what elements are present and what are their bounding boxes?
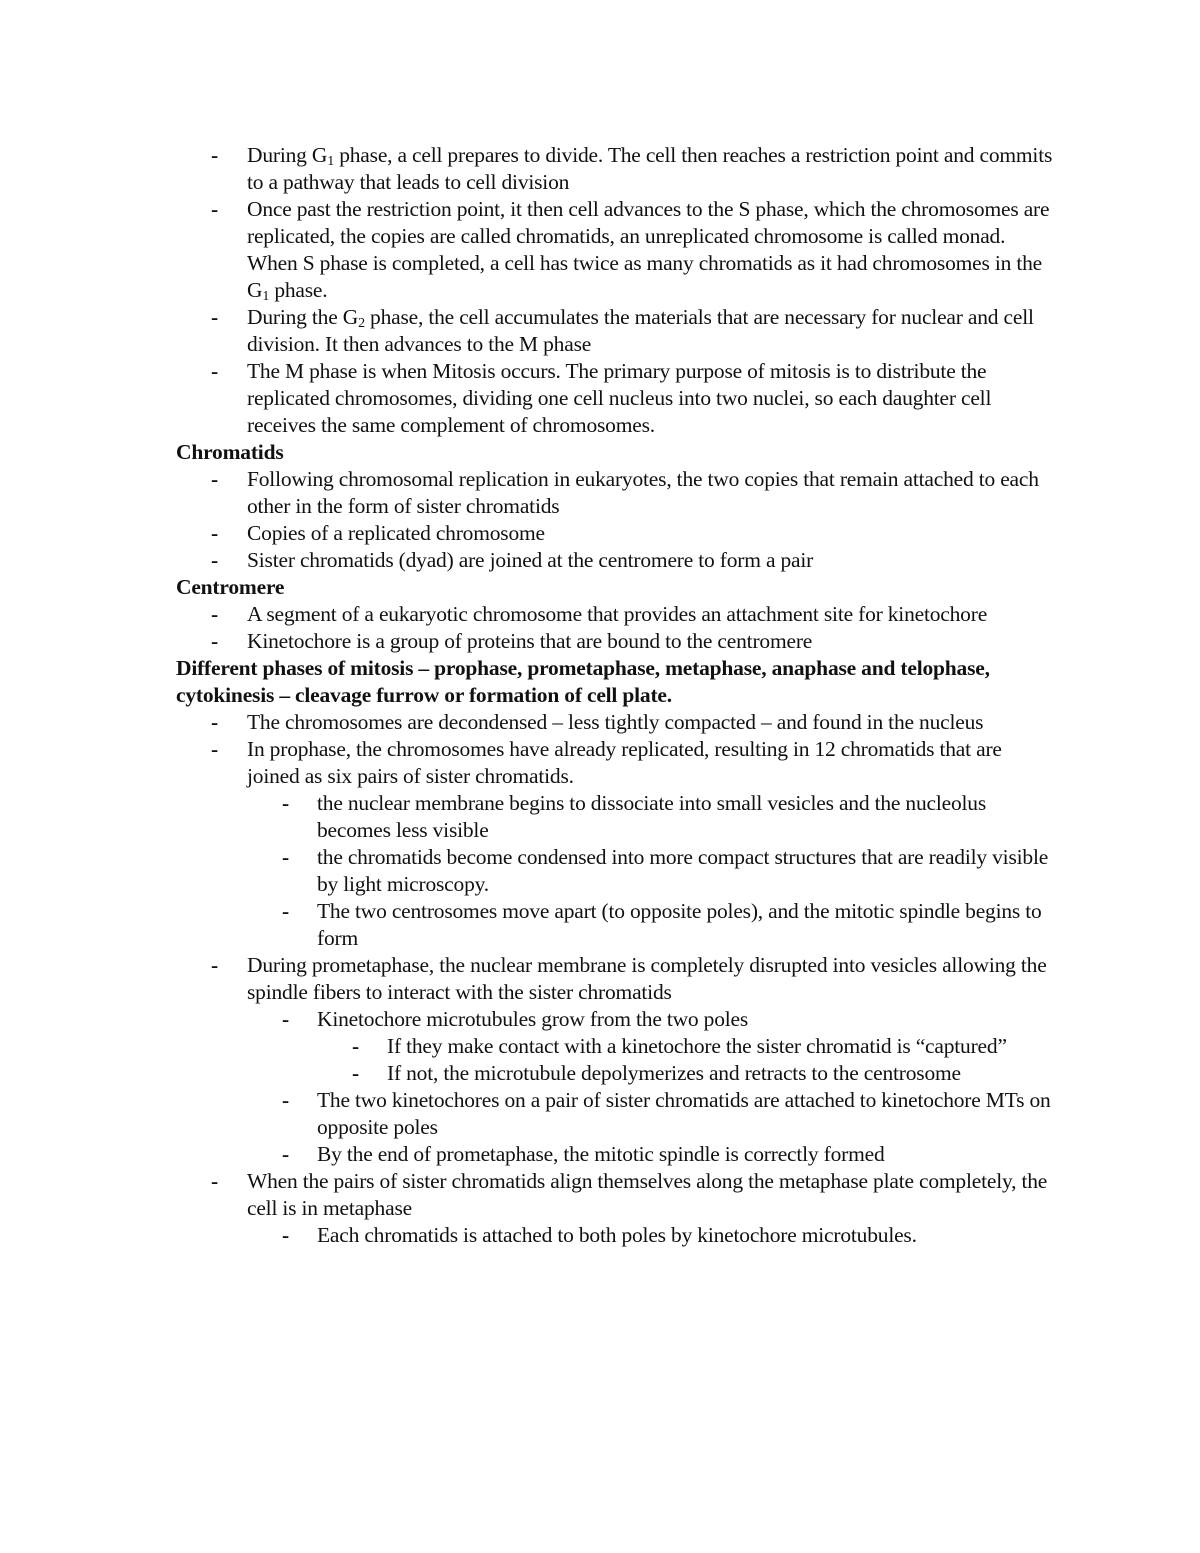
mitosis-list [176,709,1056,790]
chromatids-list [176,466,1056,574]
bullet-dash: - [282,1007,289,1031]
list-item-text: Kinetochore is a group of proteins that are bound to the centromere [247,629,813,653]
list-item [176,1168,1056,1222]
bullet-dash: - [211,737,218,761]
list-item [176,601,1056,628]
list-item-text: If not, the microtubule depolymerizes and retracts to the centrosome [387,1061,961,1085]
list-item [176,844,1056,898]
list-item-text: Sister chromatids (dyad) are joined at the centromere to form a pair [247,548,814,572]
capture-sublist [176,1033,1056,1087]
bullet-dash: - [282,791,289,815]
bullet-dash: - [211,143,218,167]
list-item-text: The two kinetochores on a pair of sister chromatids are attached to kinetochore MTs on opposite poles [317,1088,1051,1139]
bullet-dash: - [211,1169,218,1193]
text-segment: phase, the cell accumulates the materials that are necessary for nuclear and cell division. It then advances to the M phase [247,305,1034,356]
list-item [176,790,1056,844]
section-heading-chromatids: Chromatids [176,440,284,464]
subscript: 2 [358,316,365,331]
list-item [176,196,1056,304]
list-item [176,304,1056,358]
list-item-text [247,142,1056,196]
list-item-text: Kinetochore microtubules grow from the two poles [317,1007,749,1031]
bullet-dash: - [211,710,218,734]
list-item-text: When the pairs of sister chromatids align themselves along the metaphase plate completely, the cell is in metaphase [247,1169,1048,1220]
bullet-dash: - [211,629,218,653]
list-item [176,709,1056,736]
mitosis-list-cont2 [176,1168,1056,1222]
list-item-text [247,304,1056,358]
bullet-dash: - [211,305,218,329]
prometaphase-sublist [176,1006,1056,1033]
bullet-dash: - [211,602,218,626]
text-segment: phase. [269,278,328,302]
list-item-text: Following chromosomal replication in eukaryotes, the two copies that remain attached to each other in the form of sister chromatids [247,467,1039,518]
list-item [176,628,1056,655]
bullet-dash: - [282,1223,289,1247]
list-item-text: the nuclear membrane begins to dissociate into small vesicles and the nucleolus becomes less visible [317,791,987,842]
list-item [176,1222,1056,1249]
prometaphase-sublist-cont [176,1087,1056,1168]
bullet-dash: - [211,953,218,977]
list-item-text: Copies of a replicated chromosome [247,521,545,545]
list-item-text: The two centrosomes move apart (to opposite poles), and the mitotic spindle begins to form [317,899,1042,950]
text-segment: phase, a cell prepares to divide. The cell then reaches a restriction point and commits to a pathway that leads to cell division [247,143,1053,194]
subscript: 1 [327,154,335,169]
list-item [176,1141,1056,1168]
list-item [176,1087,1056,1141]
list-item-text [247,196,1056,304]
text-segment: During G [247,143,328,167]
bullet-dash: - [211,521,218,545]
list-item-text: If they make contact with a kinetochore the sister chromatid is “captured” [387,1034,1007,1058]
bullet-dash: - [282,1142,289,1166]
list-item-text: The M phase is when Mitosis occurs. The primary purpose of mitosis is to distribute the replicated chromosomes, dividing one cell nucleus into two nuclei, so each daughter cell receives the same complement of chromosomes. [247,359,992,437]
section-heading-centromere: Centromere [176,575,285,599]
list-item [176,1006,1056,1033]
notes-body [176,142,1056,1249]
centromere-list [176,601,1056,655]
list-item-text: During prometaphase, the nuclear membrane is completely disrupted into vesicles allowing the spindle fibers to interact with the sister chromatids [247,953,1047,1004]
list-item-text: In prophase, the chromosomes have already replicated, resulting in 12 chromatids that are joined as six pairs of sister chromatids. [247,737,1002,788]
subscript: 1 [262,289,270,304]
list-item [176,736,1056,790]
text-segment: Once past the restriction point, it then cell advances to the S phase, which the chromosomes are replicated, the copies are called chromatids, an unreplicated chromosome is called monad. When S phase is completed, a cell has twice as many chromatids as it had chromosomes in the G [247,197,1050,302]
list-item-text: A segment of a eukaryotic chromosome that provides an attachment site for kinetochore [247,602,988,626]
bullet-dash: - [282,845,289,869]
bullet-dash: - [211,467,218,491]
metaphase-sublist [176,1222,1056,1249]
prophase-sublist [176,790,1056,952]
bullet-dash: - [352,1034,359,1058]
list-item [176,1060,1056,1087]
bullet-dash: - [211,548,218,572]
list-item [176,466,1056,520]
bullet-dash: - [211,359,218,383]
list-item [176,547,1056,574]
list-item-text: Each chromatids is attached to both poles by kinetochore microtubules. [317,1223,917,1247]
list-item [176,520,1056,547]
list-item [176,898,1056,952]
list-item [176,142,1056,196]
list-item-text: By the end of prometaphase, the mitotic spindle is correctly formed [317,1142,885,1166]
list-item [176,952,1056,1006]
bullet-dash: - [282,899,289,923]
bullet-dash: - [211,197,218,221]
mitosis-list-cont [176,952,1056,1006]
list-item [176,358,1056,439]
bullet-dash: - [282,1088,289,1112]
text-segment: During the G [247,305,359,329]
cell-cycle-list [176,142,1056,439]
section-heading-mitosis: Different phases of mitosis – prophase, prometaphase, metaphase, anaphase and telophase, cytokinesis – cleavage furrow or formation of cell plate. [176,656,990,707]
list-item [176,1033,1056,1060]
list-item-text: The chromosomes are decondensed – less tightly compacted – and found in the nucleus [247,710,984,734]
list-item-text: the chromatids become condensed into more compact structures that are readily visible by light microscopy. [317,845,1049,896]
bullet-dash: - [352,1061,359,1085]
